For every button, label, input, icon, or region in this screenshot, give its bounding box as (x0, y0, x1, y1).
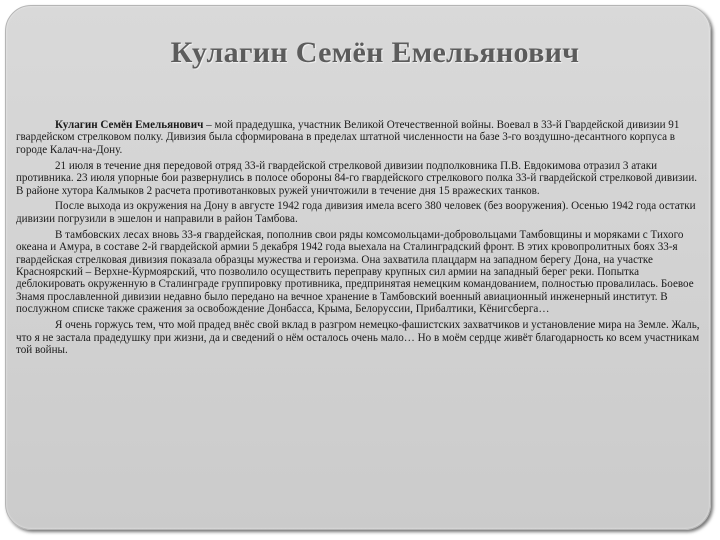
paragraph-encirclement: После выхода из окружения на Дону в августе 1942 года дивизия имела всего 380 человек (без вооружения). Осенью 1942 года остатки дивизии погрузили в эшелон и направили в район Тамбова. (16, 200, 696, 225)
slide-title: Кулагин Семён Емельянович (170, 36, 580, 69)
biography-text (16, 119, 700, 360)
person-name: Кулагин Семён Емельянович (55, 119, 204, 131)
paragraph-stalingrad: В тамбовских лесах вновь 33-я гвардейская, пополнив свои ряды комсомольцами-добровольцами Тамбовщины и моряками с Тихого океана и Амура, в составе 2-й гвардейской армии 5 декабря 1942 года выехала на Сталинградский фронт. В этих кровопролитных боях 33-я гвардейская стрелковая дивизия показала образцы мужества и героизма. Она захватила плацдарм на западном берегу Дона, на участке Красноярский – Верхне-Курмоярский, что позволило осуществить переправу крупных сил армии на западный берег реки. Попытка деблокировать окруженную в Сталинграде группировку противника, предпринятая немецким командованием, полностью провалилась. Боевое Знамя прославленной дивизии недавно было передано на вечное хранение в Тамбовский военный авиационный инженерный институт. В послужном списке также сражения за освобождение Донбасса, Крыма, Белоруссии, Прибалтики, Кёнигсберга… (16, 228, 694, 316)
paragraph-intro-text: – мой прадедушка, участник Великой Отечественной войны. Воевал в 33-й Гвардейской дивизии 91 гвардейском стрелковом полку. Дивизия была сформирована в пределах штатной численности на базе 3-го воздушно-десантного корпуса в городе Калач-на-Дону. (16, 119, 680, 156)
paragraph-conclusion: Я очень горжусь тем, что мой прадед внёс свой вклад в разгром немецко-фашистских захватчиков и установление мира на Земле. Жаль, что я не застала прадедушку при жизни, да и сведений о нём осталось очень мало… Но в моём сердце живёт благодарность ко всем участникам той войны. (16, 319, 700, 356)
paragraph-intro (16, 119, 700, 156)
paragraph-july-battles: 21 июля в течение дня передовой отряд 33-й гвардейской стрелковой дивизии подполковника П.В. Евдокимова отразил 3 атаки противника. 23 июля упорные бои развернулись в полосе обороны 84-го гвардейского стрелкового полка 33-й гвардейской стрелковой дивизии. В районе хутора Калмыков 2 расчета противотанковых ружей уничтожили в течение дня 15 вражеских танков. (16, 159, 698, 197)
slide-panel (5, 5, 711, 530)
